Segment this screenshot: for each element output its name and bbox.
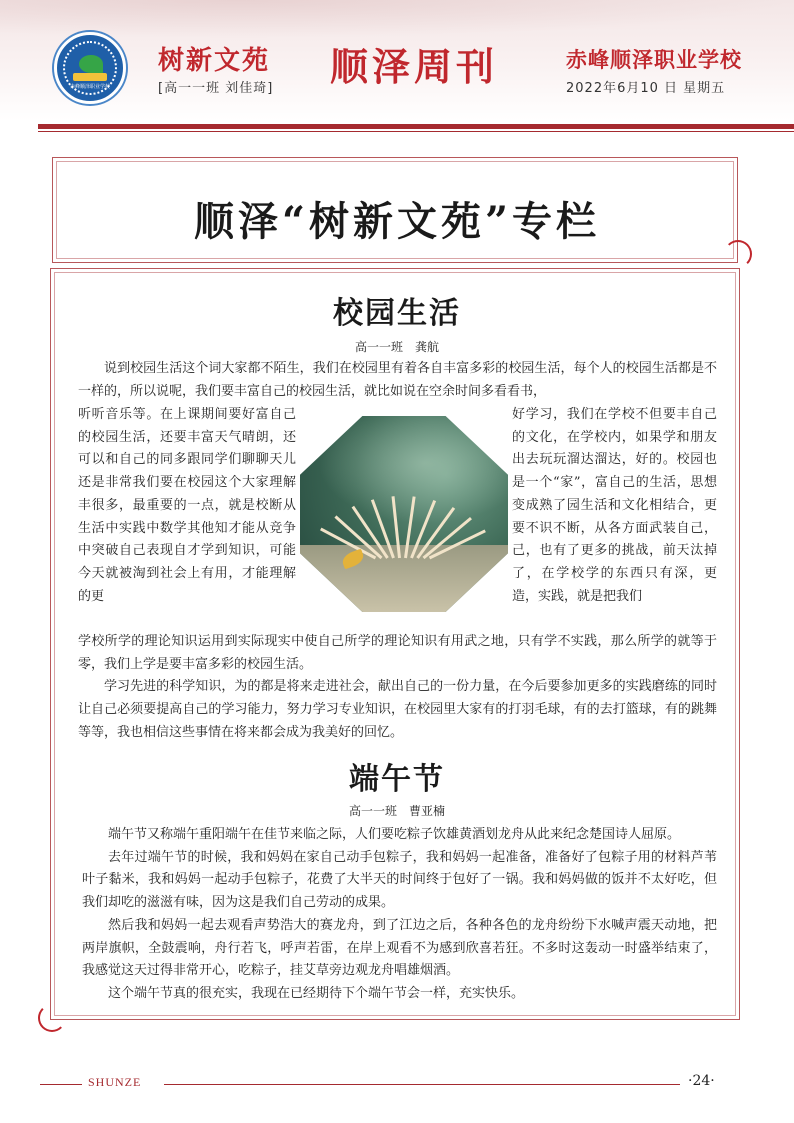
paragraph-text: 端午节又称端午重阳端午在佳节来临之际，人们要吃粽子饮雄黄酒划龙舟从此来纪念楚国诗人屈原。 [108,827,681,842]
school-logo [54,32,126,104]
page-title: 顺泽“树新文苑”专栏 [193,198,600,245]
footer-brand: SHUNZE [88,1075,142,1089]
paragraph-text: 这个端午节真的很充实，我现在已经期待下个端午节会一样，充实快乐。 [108,985,525,1001]
paper-name: 顺泽周刊 [330,45,499,89]
paragraph-text: 学校所学的理论知识运用到实际现实中使自己所学的理论知识有用武之地，只有学不实践，那么所学的就等于零，我们上学是要丰富多彩的校园生活。 [78,634,717,672]
open-book-photo [300,416,508,612]
paragraph-text: 学习先进的科学知识，为的都是将来走进社会，献出自己的一份力量，在今后要参加更多的实践磨练的同时让自己必须要提高自己的学习能力，努力学习专业知识，在校园里大家有的打羽毛球，有的去打篮球，有的跳舞等等，我也相信这些事情在将来都会成为我美好的回忆。 [78,679,717,740]
school-name: 赤峰顺泽职业学校 [566,48,742,72]
paragraph-text: 然后我和妈妈一起去观看声势浩大的赛龙舟，到了江边之后，各种各色的龙舟纷纷下水喊声震天动地，把两岸旗帜，全鼓震响，舟行若飞，呼声若雷，在岸上观看不为感到欣喜若狂。不多时这轰动一时盛举结束了，我感觉这天过得非常开心，吃粽子，挂艾草旁边观龙舟唱雄烟酒。 [82,917,717,979]
header-rule [38,124,794,129]
column-name: 树新文苑 [158,46,271,76]
article-paragraph [78,631,717,745]
header-rule-thin [38,131,794,132]
corner-swirl-icon [38,1004,66,1032]
article-body [82,824,717,1006]
article-paragraph [78,358,717,403]
class-author: [高一一班 刘佳琦] [158,81,274,96]
logo-text: 赤峰顺泽职业学校 [69,84,110,90]
article-byline: 高一一班 龚航 [354,340,439,354]
paragraph-text: 说到校园生活这个词大家都不陌生，我们在校园里有着各自丰富多彩的校园生活，每个人的校园生活都是不一样的，所以说呢，我们要丰富自己的校园生活，就比如说在空余时间多看看书， [78,361,717,399]
leaf-icon [79,55,103,73]
paragraph-text: 去年过端午节的时候，我和妈妈在家自己动手包粽子，我和妈妈一起准备，准备好了包粽子用的材料芦苇叶子黏米，我和妈妈一起动手包粽子，花费了大半天的时间终于包好了一锅。我和妈妈做的饭并不太好吃，但我们却吃的滋滋有味，因为这是我们自己劳动的成果。 [82,849,717,911]
wrap-text-left: 听听音乐等。在上课期间要好富自己的校园生活，还要丰富天气晴朗，还可以和自己的同多跟同学们聊聊天儿还是非常我们要在校园这个大家理解丰很多，最重要的一点，就是校断从生活中实践中数学其他知才能从竞争中突破自己表现自才学到知识，可能今天就被淘到社会上有用，才能理解的更 [78,407,296,604]
article-title: 校园生活 [333,296,461,331]
article-title: 端午节 [349,762,445,797]
page-number: ·24· [688,1073,715,1089]
issue-date: 2022年6月10 日 星期五 [566,81,726,96]
footer-rule [40,1084,82,1085]
article-byline: 高一一班 曹亚楠 [348,804,445,818]
wrap-text-right: 好学习，我们在学校不但要丰自己的文化，在学校内，如果学和朋友出去玩玩溜达溜达，好的。校园也是一个“家”，富自己的生活，思想变成熟了园生活和文化相结合，更要不识不断，从各方面武装自己，己，也有了更多的挑战，前天汰掉了，在学校学的东西只有深，更造，实践，就是把我们 [512,407,717,604]
book-icon [73,73,107,81]
footer-rule [164,1084,680,1085]
